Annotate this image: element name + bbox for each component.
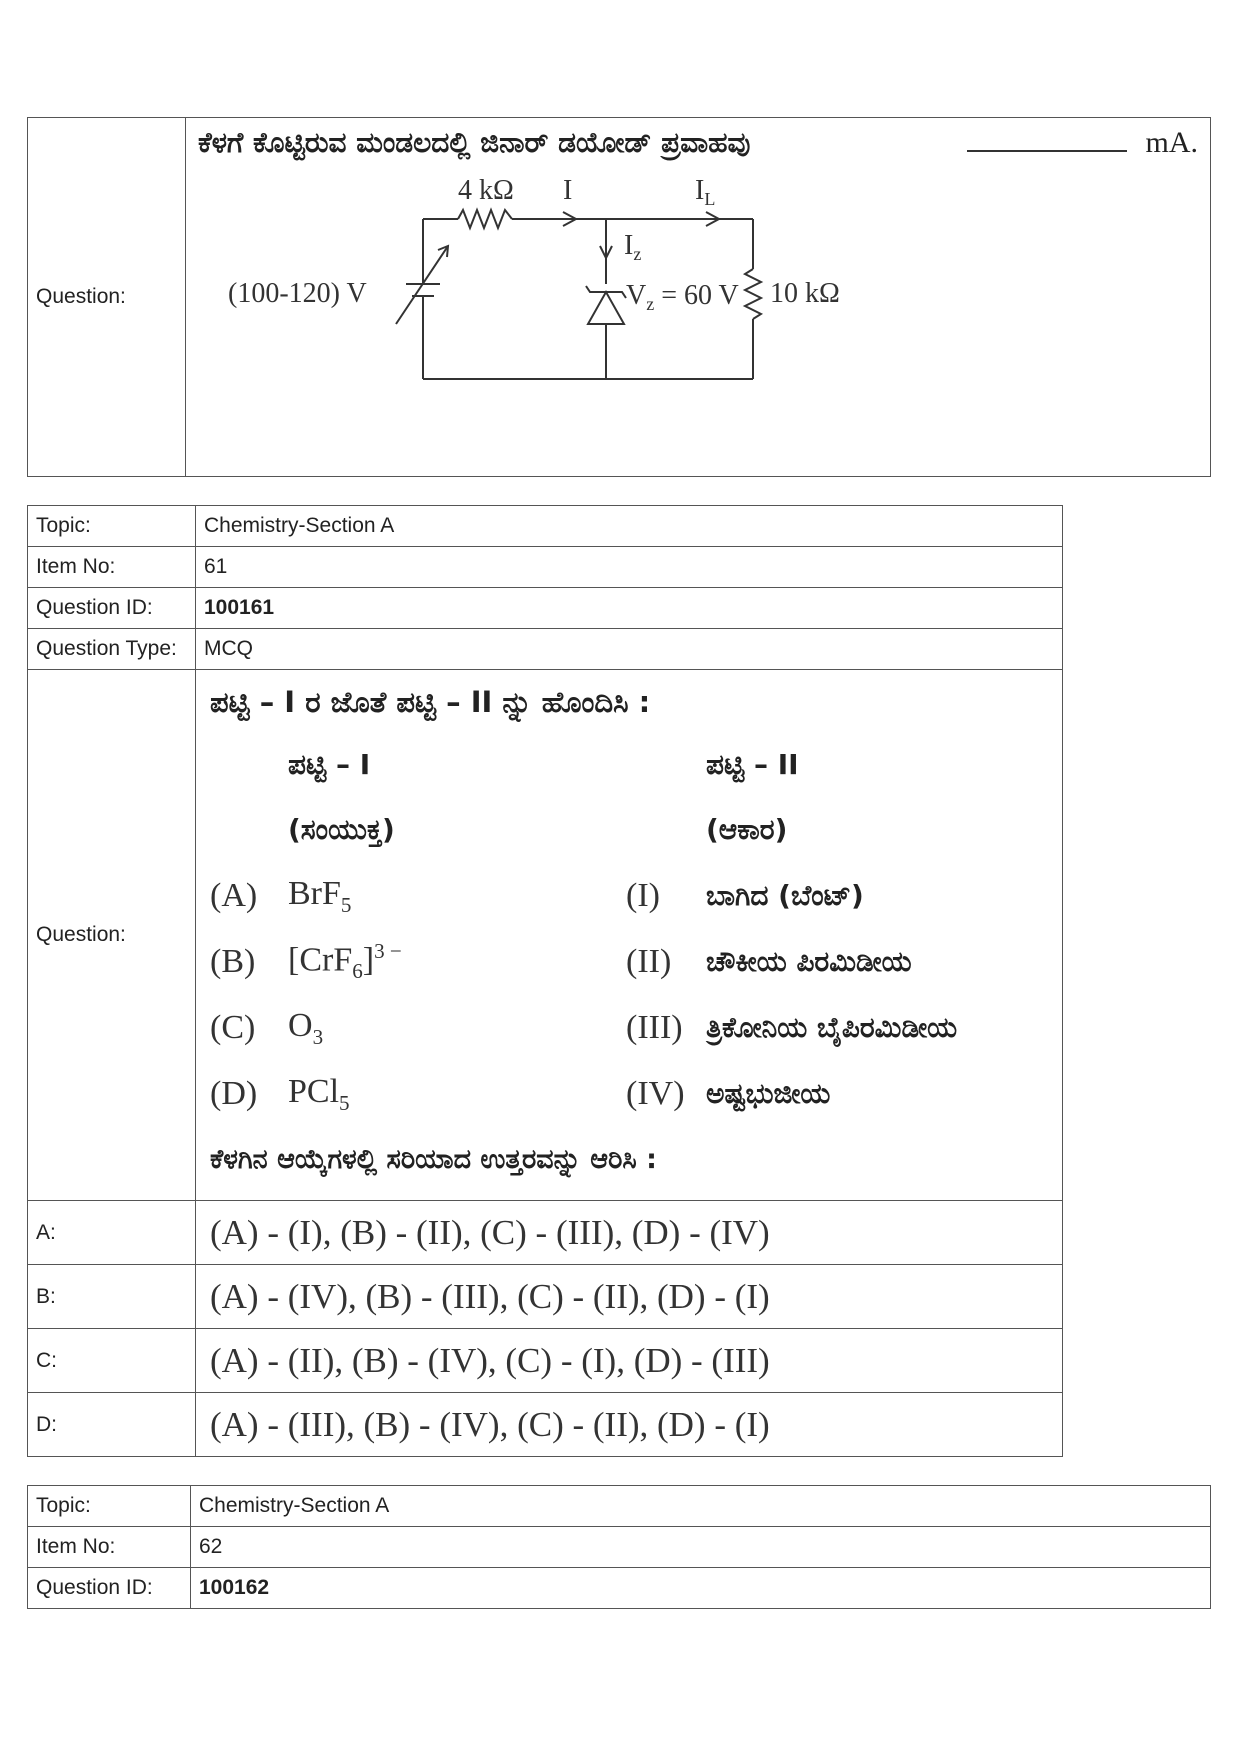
match-row <box>196 866 1062 926</box>
source-label: (100-120) V <box>228 278 367 309</box>
shape: ತ್ರಿಕೋನಿಯ ಬೈಪಿರಮಿಡೀಯ <box>706 1011 958 1044</box>
question-cell <box>186 118 1211 477</box>
item-no-value: 62 <box>191 1527 1211 1568</box>
load-label: 10 kΩ <box>770 278 840 309</box>
current-label: I <box>563 175 573 206</box>
option-row[interactable] <box>28 1393 1063 1457</box>
compound-key: (A) <box>210 877 258 914</box>
question-type-value: MCQ <box>196 629 1063 670</box>
zener-diode <box>588 292 624 324</box>
item-no-label: Item No: <box>28 547 196 588</box>
question-id-label: Question ID: <box>28 588 196 629</box>
resistor-label: 4 kΩ <box>458 175 514 206</box>
match-question-cell <box>196 670 1063 1201</box>
compound-key: (C) <box>210 1009 256 1046</box>
match-intro: ಪಟ್ಟಿ – I ರ ಜೊತೆ ಪಟ್ಟಿ – II ನ್ನು ಹೊಂದಿಸಿ : <box>210 684 651 719</box>
compound-key: (D) <box>210 1075 258 1112</box>
resistor-4k <box>458 210 512 228</box>
topic-label: Topic: <box>28 1486 191 1527</box>
question-text: ಕೆಳಗೆ ಕೊಟ್ಟಿರುವ ಮಂಡಲದಲ್ಲಿ ಜಿನಾರ್ ಡಯೋಡ್ ಪ್ರವಾಹವು <box>198 126 751 159</box>
compound: BrF$_5$ <box>288 874 352 917</box>
shape-key: (IV) <box>626 1075 685 1112</box>
shape: ಅಷ್ಟಭುಜೀಯ <box>706 1077 831 1110</box>
match-row <box>196 932 1062 992</box>
option-row[interactable] <box>28 1265 1063 1329</box>
match-row <box>196 998 1062 1058</box>
question-label: Question: <box>28 118 186 477</box>
option-row[interactable] <box>28 1201 1063 1265</box>
answer-blank <box>967 150 1127 152</box>
list1-subheading: (ಸಂಯುಕ್ತ) <box>288 813 395 846</box>
option-c-text[interactable]: (A) - (II), (B) - (IV), (C) - (I), (D) - (III) <box>196 1329 1063 1393</box>
question-id-value: 100162 <box>191 1568 1211 1609</box>
choose-instruction: ಕೆಳಗಿನ ಆಯ್ಕೆಗಳಲ್ಲಿ ಸರಿಯಾದ ಉತ್ತರವನ್ನು ಆರಿಸಿ : <box>210 1144 657 1175</box>
question-text-line <box>198 118 1198 160</box>
previous-question-table <box>27 117 1211 477</box>
question-label: Question: <box>28 670 196 1201</box>
load-current-label: $I_L$ <box>695 175 716 209</box>
topic-label: Topic: <box>28 506 196 547</box>
match-row <box>196 1064 1062 1124</box>
question-type-label: Question Type: <box>28 629 196 670</box>
compound: $O_3$ <box>288 1006 324 1049</box>
answer-unit: mA. <box>1145 126 1198 159</box>
compound: $[CrF_6]^{3 -}$ <box>288 939 402 984</box>
option-b-text[interactable]: (A) - (IV), (B) - (III), (C) - (II), (D) - (I) <box>196 1265 1063 1329</box>
item-no-label: Item No: <box>28 1527 191 1568</box>
option-d-label: D: <box>28 1393 196 1457</box>
resistor-10k <box>745 269 761 319</box>
zener-circuit-diagram <box>198 174 1198 414</box>
shape-key: (II) <box>626 943 672 980</box>
item-no-value: 61 <box>196 547 1063 588</box>
match-the-following <box>196 670 1062 1200</box>
option-d-text[interactable]: (A) - (III), (B) - (IV), (C) - (II), (D) - (I) <box>196 1393 1063 1457</box>
shape: ಚೌಕೀಯ ಪಿರಮಿಡೀಯ <box>706 945 912 978</box>
option-row[interactable] <box>28 1329 1063 1393</box>
topic-value: Chemistry-Section A <box>196 506 1063 547</box>
item-62-table <box>27 1485 1211 1609</box>
option-a-label: A: <box>28 1201 196 1265</box>
item-61-table <box>27 505 1063 1457</box>
compound: PCl$_5$ <box>288 1072 350 1115</box>
zener-current-label: $I_z$ <box>624 230 642 264</box>
zener-voltage-label: $V_z = 60$ V <box>626 280 739 314</box>
question-id-value: 100161 <box>196 588 1063 629</box>
compound-key: (B) <box>210 943 256 980</box>
question-id-label: Question ID: <box>28 1568 191 1609</box>
option-b-label: B: <box>28 1265 196 1329</box>
list1-heading: ಪಟ್ಟಿ – I <box>288 748 371 781</box>
option-a-text[interactable]: (A) - (I), (B) - (II), (C) - (III), (D) - (IV) <box>196 1201 1063 1265</box>
list2-heading: ಪಟ್ಟಿ – II <box>706 748 799 781</box>
shape-key: (III) <box>626 1009 683 1046</box>
topic-value: Chemistry-Section A <box>191 1486 1211 1527</box>
list2-subheading: (ಆಕಾರ) <box>706 813 788 846</box>
option-c-label: C: <box>28 1329 196 1393</box>
shape: ಬಾಗಿದ (ಬೆಂಟ್) <box>706 879 864 912</box>
shape-key: (I) <box>626 877 660 914</box>
